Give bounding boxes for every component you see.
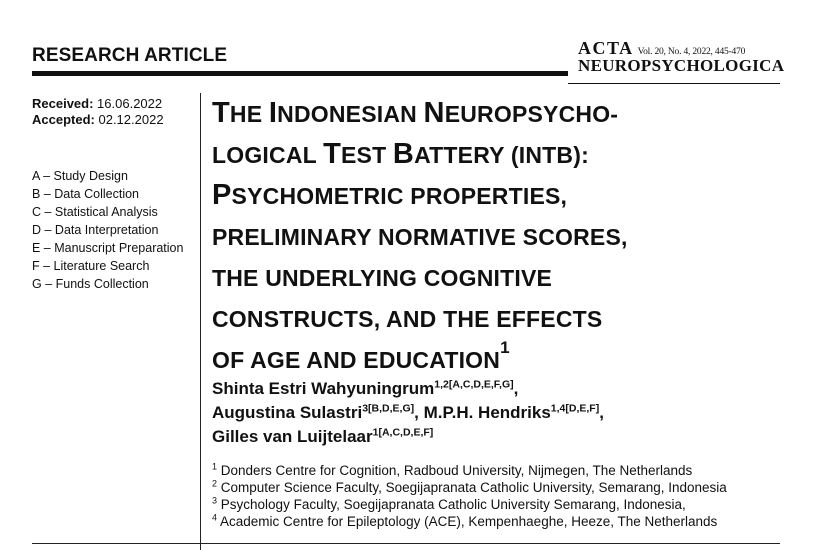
title-footnote-mark: 1 xyxy=(500,338,510,358)
author-affil: 1,2[A,C,D,E,F,G] xyxy=(434,378,514,391)
author-name: M.P.H. Hendriks xyxy=(423,403,551,422)
accepted-date: 02.12.2022 xyxy=(98,112,164,127)
author-list xyxy=(212,377,604,449)
affiliation-item: $^1$ Donders Centre for Cognition, Radboud University, Nijmegen, The Netherlands xyxy=(212,461,693,478)
author-name: Augustina Sulastri xyxy=(212,403,363,422)
contribution-item: A – Study Design xyxy=(32,169,128,183)
author-affil: 3[B,D,E,G] xyxy=(362,402,415,415)
accepted-label: Accepted: xyxy=(32,112,95,127)
title-line: LOGICAL TEST BATTERY (INTB): xyxy=(212,138,589,170)
title-line: PRELIMINARY NORMATIVE SCORES, xyxy=(212,224,628,250)
journal-acta: ACTA xyxy=(578,38,634,58)
author-line xyxy=(212,425,604,449)
column-divider xyxy=(200,93,201,550)
contribution-legend xyxy=(32,167,183,293)
contribution-item: F – Literature Search xyxy=(32,259,150,273)
article-title xyxy=(212,93,792,380)
contribution-item: E – Manuscript Preparation xyxy=(32,241,184,255)
contribution-item: B – Data Collection xyxy=(32,187,140,201)
author-name: Shinta Estri Wahyuningrum xyxy=(212,379,435,398)
received-date: 16.06.2022 xyxy=(97,96,163,111)
author-line: Augustina Sulastri$^{3[B,D,E,G]}$, M.P.H. Hendriks$^{1,4[D,E,F]}$, xyxy=(212,402,604,422)
journal-volume: Vol. 20, No. 4, 2022, 445-470 xyxy=(637,47,746,57)
author-name: Gilles van Luijtelaar xyxy=(212,427,373,446)
article-dates xyxy=(32,96,164,128)
affiliation-item: $^3$ Psychology Faculty, Soegijapranata Catholic University Semarang, Indonesia, xyxy=(212,495,686,512)
title-line: CONSTRUCTS, AND THE EFFECTS xyxy=(212,306,603,332)
journal-masthead xyxy=(578,38,784,76)
accepted-row xyxy=(32,112,164,128)
author-affil: 1,4[D,E,F] xyxy=(550,402,600,415)
affiliation-item: $^4$ Academic Centre for Epileptology (ACE), Kempenhaeghe, Heeze, The Netherlands xyxy=(212,512,718,529)
contribution-item: D – Data Interpretation xyxy=(32,223,159,237)
received-row xyxy=(32,96,164,112)
affiliation-item: $^2$ Computer Science Faculty, Soegijapranata Catholic University, Semarang, Indonesia xyxy=(212,478,727,495)
author-affil: 1[A,C,D,E,F] xyxy=(372,426,434,439)
affiliation-list xyxy=(212,462,727,530)
title-line: OF AGE AND EDUCATION$^1$ xyxy=(212,338,510,373)
title-line: PSYCHOMETRIC PROPERTIES, xyxy=(212,179,568,211)
header-rule-thin xyxy=(568,83,780,84)
author-line: Shinta Estri Wahyuningrum$^{1,2[A,C,D,E,F,G]}$, xyxy=(212,378,519,398)
footer-rule xyxy=(32,543,780,544)
title-line: THE INDONESIAN NEUROPSYCHO- xyxy=(212,97,619,129)
title-line: THE UNDERLYING COGNITIVE xyxy=(212,265,553,291)
header-rule xyxy=(32,71,568,76)
received-label: Received: xyxy=(32,96,94,111)
contribution-item: C – Statistical Analysis xyxy=(32,205,158,219)
section-label: RESEARCH ARTICLE xyxy=(32,45,228,66)
contribution-item: G – Funds Collection xyxy=(32,277,149,291)
journal-name: NEUROPSYCHOLOGICA xyxy=(578,56,785,75)
